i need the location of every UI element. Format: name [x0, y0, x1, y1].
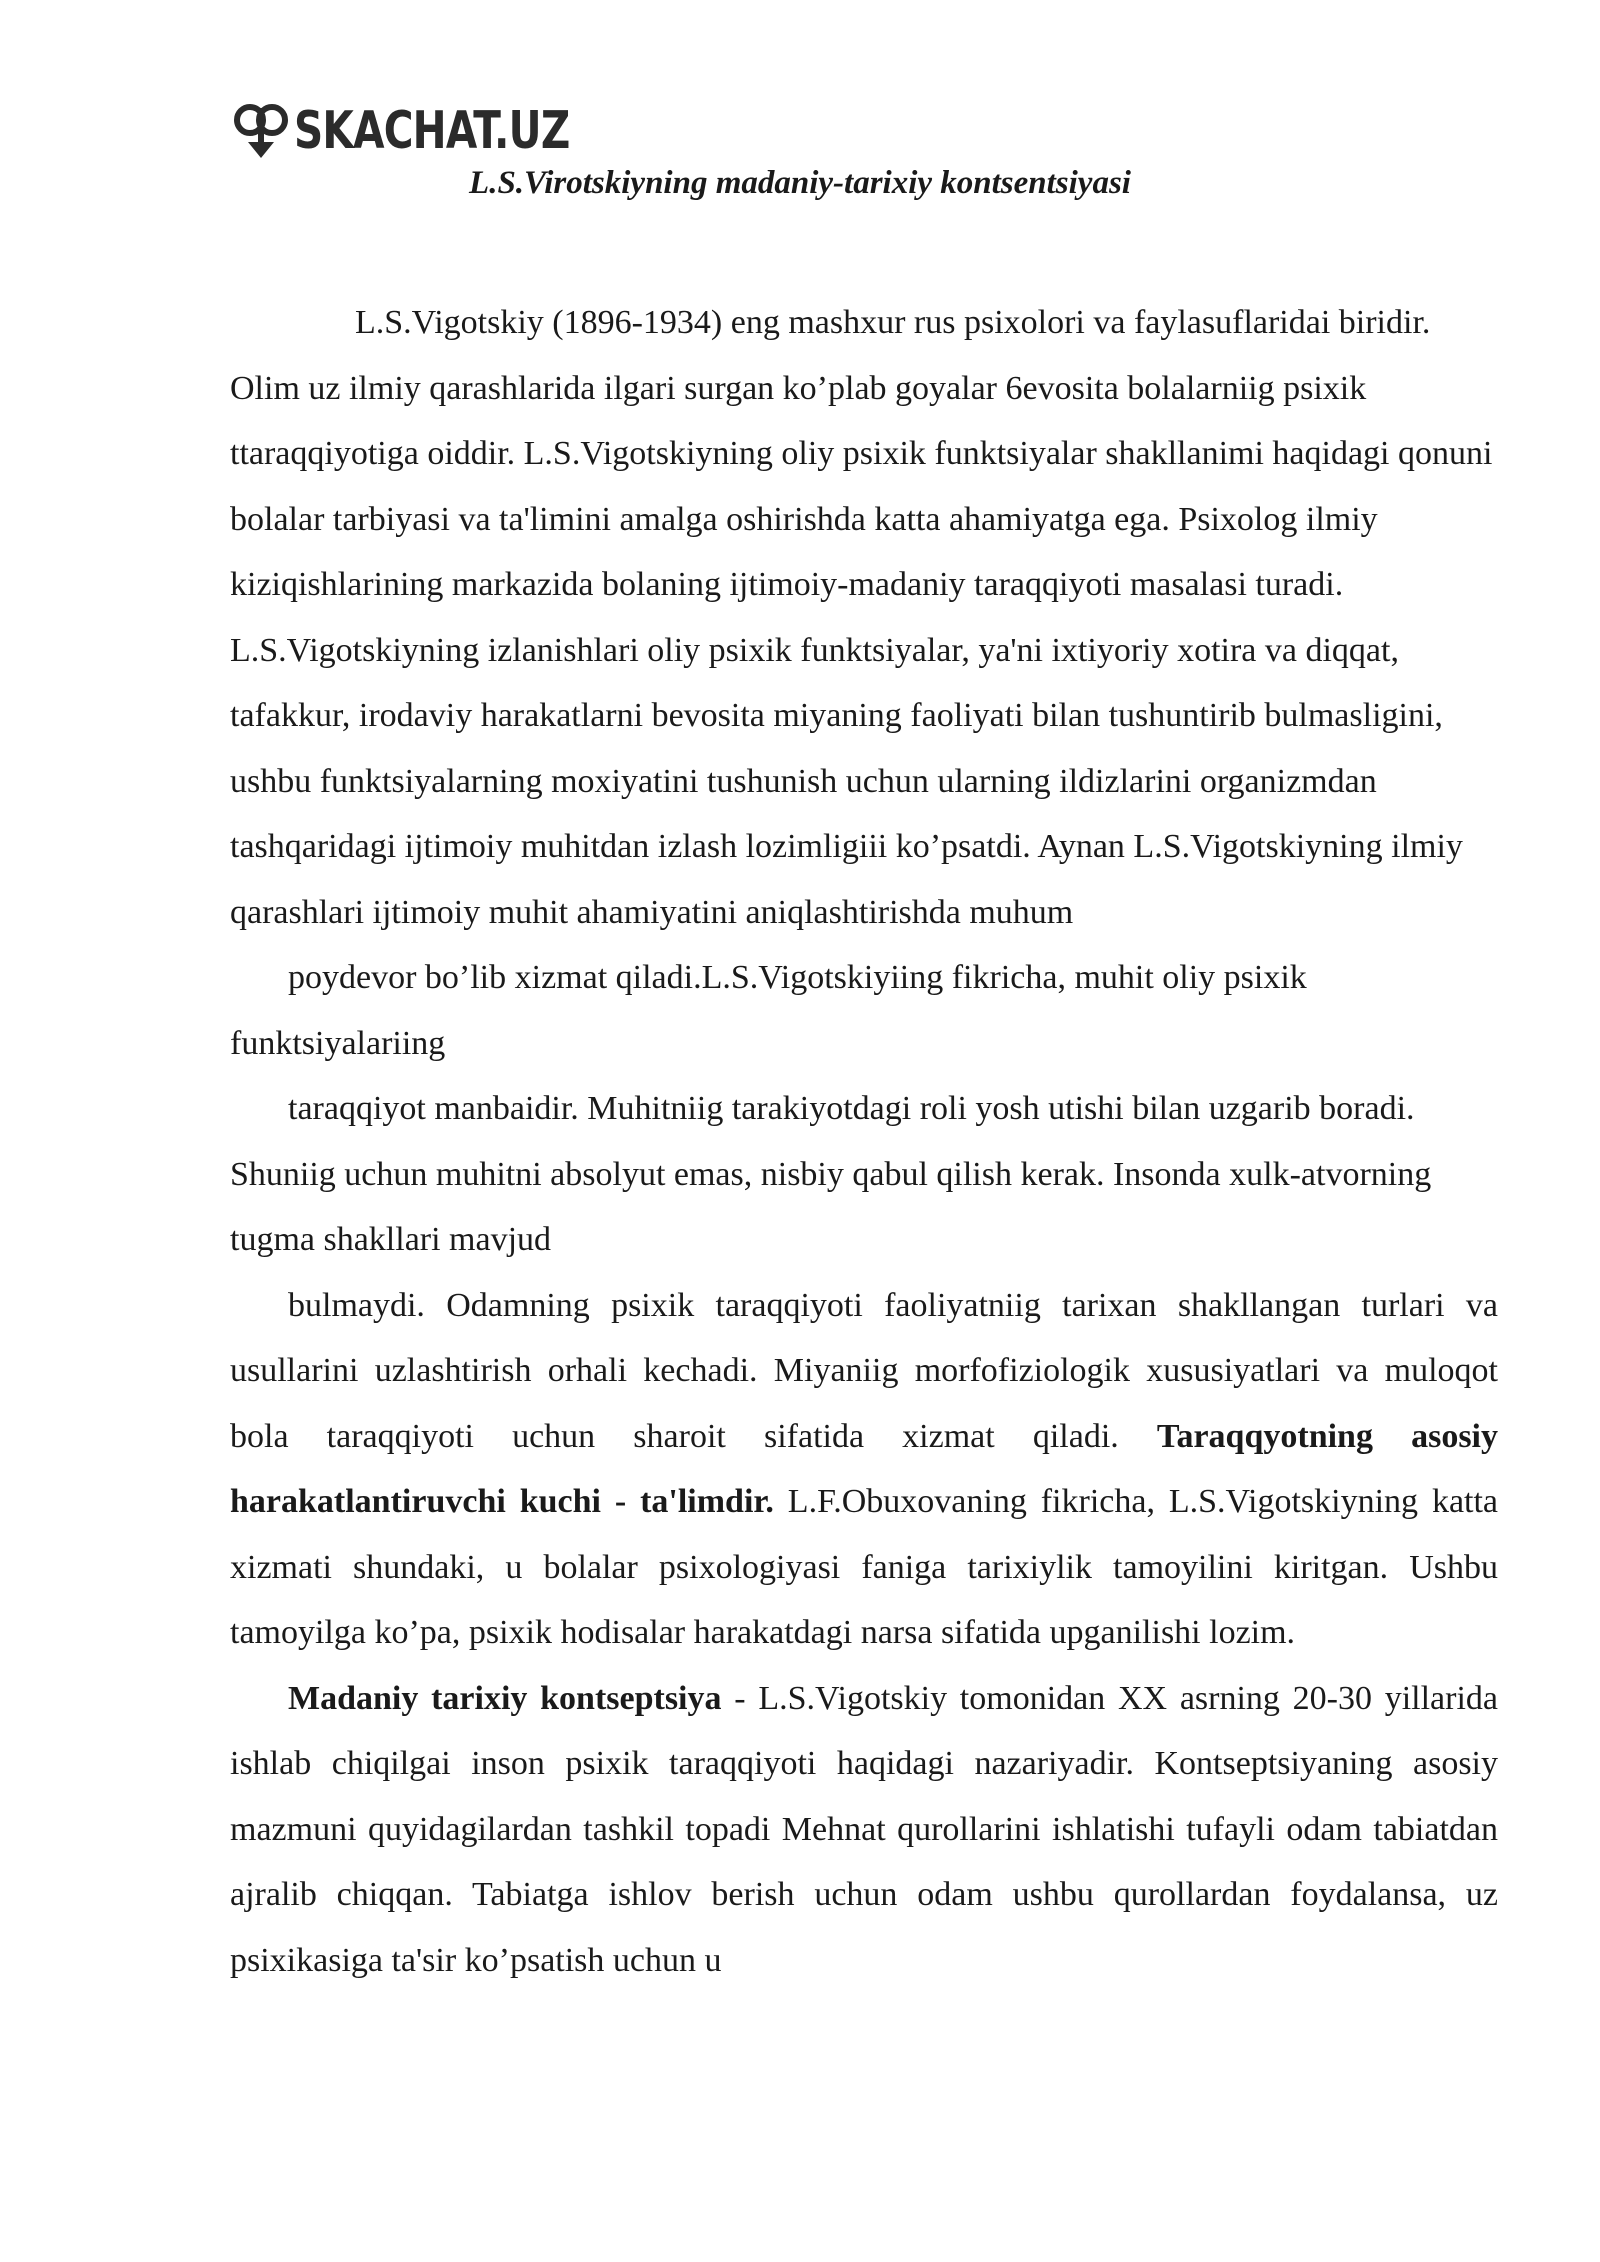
paragraph-5-bold: Madaniy tarixiy kontseptsiya — [288, 1679, 722, 1717]
document-title: L.S.Virotskiyning madaniy-tarixiy kontsentsiyasi — [469, 165, 1131, 201]
paragraph-4 — [230, 1273, 1498, 1666]
skachat-logo-icon — [232, 100, 290, 162]
paragraph-4-text-a: bulmaydi. Odamning psixik taraqqiyoti faoliyatniig tarixan shakllangan turlari va usullarini uzlashtirish orhali kechadi. Miyaniig morfofiziologik xususiyatlari va muloqot bola taraqqiyoti uchun sharoit sifatida xizmat qiladi. — [230, 1286, 1498, 1455]
paragraph-2: poydevor bo’lib xizmat qiladi.L.S.Vigotskiyiing fikricha, muhit oliy psixik funktsiyalariing — [230, 959, 1307, 1062]
site-logo — [232, 100, 647, 162]
paragraph-5-dash: - — [721, 1679, 759, 1717]
paragraph-3: taraqqiyot manbaidir. Muhitniig tarakiyotdagi roli yosh utishi bilan uzgarib boradi. Shuniig uchun muhitni absolyut emas, nisbiy qabul qilish kerak. Insonda xulk-atvorning tugma shakllari mavjud — [230, 1090, 1432, 1258]
paragraph-5-text: L.S.Vigotskiy tomonidan XX asrning 20-30 yillarida ishlab chiqilgai inson psixik taraqqiyoti haqidagi nazariyadir. Kontseptsiyaning asosiy mazmuni quyidagilardan tashkil topadi Mehnat qurollarini ishlatishi tufayli odam tabiatdan ajralib chiqqan. Tabiatga ishlov berish uchun odam ushbu qurollardan foydalansa, uz psixikasiga ta'sir ko’psatish uchun u — [230, 1679, 1498, 1979]
document-body — [230, 290, 1498, 1993]
logo-text: SKACHAT.UZ — [294, 101, 570, 161]
paragraph-4-text-b: L.F.Obuxovaning fikricha, L.S.Vigotskiyning katta xizmati shundaki, u bolalar psixologiyasi faniga tarixiylik tamoyilini kiritgan. Ushbu tamoyilga ko’pa, psixik hodisalar harakatdagi narsa sifatida upganilishi lozim. — [230, 1483, 1499, 1651]
paragraph-4-bold: Taraqqyotning asosiy harakatlantiruvchi kuchi - ta'limdir. — [230, 1417, 1498, 1520]
paragraph-1: L.S.Vigotskiy (1896-1934) eng mashxur rus psixolori va faylasuflaridai biridir. Olim uz ilmiy qarashlarida ilgari surgan ko’plab goyalar 6evosita bolalarniig psixik ttaraqqiyotiga oiddir. L.S.Vigotskiyning oliy psixik funktsiyalar shakllanimi haqidagi qonuni bolalar tarbiyasi va ta'limini amalga oshirishda katta ahamiyatga ega. Psixolog ilmiy kiziqishlarining markazida bolaning ijtimoiy-madaniy taraqqiyoti masalasi turadi. L.S.Vigotskiyning izlanishlari oliy psixik funktsiyalar, ya'ni ixtiyoriy xotira va diqqat, tafakkur, irodaviy harakatlarni bevosita miyaning faoliyati bilan tushuntirib bulmasligini, ushbu funktsiyalarning moxiyatini tushunish uchun ularning ildizlarini organizmdan tashqaridagi ijtimoiy muhitdan izlash lozimligiii ko’psatdi. Aynan L.S.Vigotskiyning ilmiy qarashlari ijtimoiy muhit ahamiyatini aniqlashtirishda muhum — [230, 304, 1493, 931]
paragraph-5 — [230, 1666, 1498, 1994]
